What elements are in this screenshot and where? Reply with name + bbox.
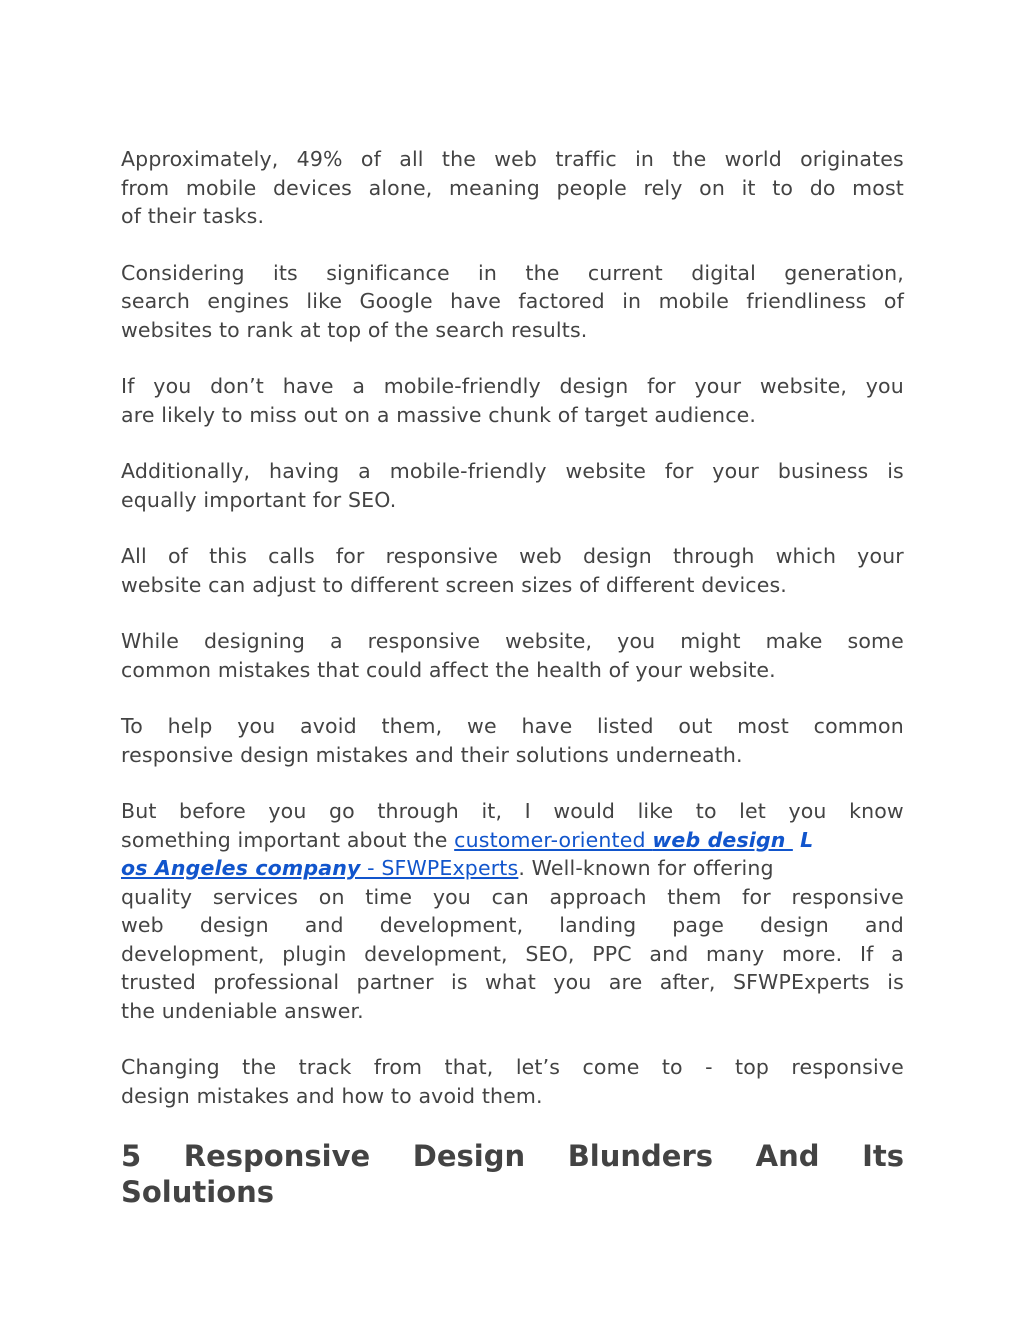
word: from: [121, 175, 170, 200]
word: If: [121, 374, 135, 398]
word: engines: [207, 289, 290, 313]
word: to: [772, 175, 794, 200]
text-run: something important about the: [121, 827, 455, 852]
word: 49%: [296, 147, 343, 171]
word: development,: [379, 913, 524, 937]
word: design: [559, 374, 629, 398]
word: come: [582, 1055, 640, 1079]
word: website: [565, 459, 646, 483]
word: Google: [359, 289, 433, 313]
word: might: [680, 629, 741, 653]
word: devices: [272, 175, 353, 200]
text-line: of their tasks.: [121, 204, 265, 228]
word: of: [360, 147, 381, 171]
word: its: [272, 260, 298, 285]
word: in: [622, 289, 642, 313]
text-run: . Well-known for offering: [518, 856, 774, 880]
word: can: [491, 884, 529, 909]
word: traffic: [555, 147, 617, 171]
text-line: [121, 457, 904, 486]
web-design-link[interactable]: web design: [652, 827, 793, 852]
word: through: [377, 799, 459, 823]
word: them: [667, 884, 722, 909]
word: after,: [659, 970, 716, 994]
word: world: [724, 147, 782, 171]
word: you: [617, 629, 656, 653]
text-line: equally important for SEO.: [121, 487, 397, 512]
word: landing: [559, 913, 637, 937]
word: significance: [326, 260, 450, 285]
word: approach: [549, 884, 647, 909]
paragraph-company: [121, 797, 904, 1025]
word: professional: [213, 970, 340, 994]
word: like: [637, 799, 674, 823]
word: partner: [356, 970, 434, 994]
word: I: [524, 799, 531, 823]
heading-line: [121, 1138, 904, 1174]
word: what: [485, 970, 536, 994]
word: it,: [481, 799, 503, 823]
text-line: website can adjust to different screen sizes of different devices.: [121, 572, 787, 597]
paragraph-mobile-traffic: [121, 145, 904, 231]
text-line: [121, 826, 904, 855]
word: and: [864, 913, 904, 937]
paragraph-seo: [121, 457, 904, 514]
word: we: [467, 714, 497, 738]
paragraph-avoid: [121, 712, 904, 769]
word: the: [441, 147, 476, 171]
word: responsive: [791, 1055, 904, 1079]
word: development,: [364, 941, 508, 966]
text-line: [121, 627, 904, 656]
word: -: [705, 1055, 713, 1079]
word: Considering: [121, 260, 245, 285]
word: Design: [412, 1139, 526, 1173]
word: for: [335, 544, 365, 568]
word: of: [883, 289, 904, 313]
text-line: [121, 911, 904, 940]
word: time: [365, 884, 413, 909]
word: Additionally,: [121, 459, 251, 483]
text-line: [121, 542, 904, 571]
word: a: [352, 374, 366, 398]
word: it: [741, 175, 756, 200]
word: To: [121, 714, 143, 738]
word: you: [865, 374, 904, 398]
word: mobile-friendly: [389, 459, 547, 483]
word: your: [694, 374, 742, 398]
word: go: [329, 799, 355, 823]
word: web: [121, 913, 164, 937]
word: for: [664, 459, 694, 483]
heading-line: Solutions: [121, 1175, 275, 1209]
word: let’s: [515, 1055, 561, 1079]
word: having: [269, 459, 340, 483]
word: through: [672, 544, 755, 568]
word: many: [706, 941, 765, 966]
word: you: [237, 714, 276, 738]
word: avoid: [300, 714, 357, 738]
word: rely: [643, 175, 683, 200]
word: some: [847, 629, 904, 653]
word: listed: [597, 714, 654, 738]
word: plugin: [282, 941, 347, 966]
word: PPC: [592, 941, 632, 966]
word: before: [179, 799, 246, 823]
text-line: [121, 968, 904, 997]
word: website,: [505, 629, 593, 653]
word: your: [712, 459, 759, 483]
word: If: [859, 941, 874, 966]
word: design: [760, 913, 829, 937]
text-line: websites to rank at top of the search results.: [121, 317, 588, 342]
word: which: [775, 544, 837, 568]
word: mobile-friendly: [383, 374, 541, 398]
word: meaning: [449, 175, 540, 200]
word: most: [852, 175, 904, 200]
word: search: [121, 289, 190, 313]
word: the: [672, 147, 707, 171]
word: friendliness: [746, 289, 867, 313]
los-angeles-link-start[interactable]: L: [792, 827, 814, 852]
word: trusted: [121, 970, 196, 994]
word: to: [695, 799, 717, 823]
text-line: design mistakes and how to avoid them.: [121, 1083, 543, 1108]
word: have: [521, 714, 573, 738]
word: SEO,: [525, 941, 575, 966]
word: you: [788, 799, 827, 823]
word: SFWPExperts: [732, 970, 870, 994]
word: have: [450, 289, 502, 313]
word: make: [765, 629, 823, 653]
word: you: [432, 884, 471, 909]
word: mobile: [658, 289, 730, 313]
word: a: [358, 459, 371, 483]
text-line: [121, 883, 904, 912]
word: current: [587, 260, 663, 285]
los-angeles-company-link[interactable]: os Angeles company: [121, 856, 361, 880]
paragraph-responsive: [121, 542, 904, 599]
word: responsive: [791, 884, 904, 909]
text-line: the undeniable answer.: [121, 998, 364, 1023]
paragraph-mistakes: [121, 627, 904, 684]
word: have: [282, 374, 334, 398]
word: on: [699, 175, 725, 200]
word: you: [153, 374, 192, 398]
word: out: [678, 714, 713, 738]
word: mobile: [185, 175, 257, 200]
word: While: [121, 629, 180, 653]
word: most: [737, 714, 789, 738]
word: in: [478, 260, 498, 285]
word: more.: [781, 941, 843, 966]
word: development,: [121, 941, 265, 966]
word: factored: [518, 289, 605, 313]
word: designing: [203, 629, 306, 653]
text-line: [121, 797, 904, 826]
word: is: [450, 970, 468, 994]
section-heading: [121, 1138, 904, 1210]
word: don’t: [210, 374, 264, 398]
word: quality: [121, 884, 193, 909]
paragraph-changing-track: [121, 1053, 904, 1110]
word: But: [121, 799, 157, 823]
word: like: [306, 289, 343, 313]
word: Approximately,: [121, 147, 279, 171]
text-line: common mistakes that could affect the health of your website.: [121, 657, 776, 682]
word: you: [268, 799, 307, 823]
word: design: [199, 913, 269, 937]
word: from: [373, 1055, 423, 1079]
word: help: [167, 714, 213, 738]
paragraph-mobile-friendly: [121, 372, 904, 429]
word: calls: [268, 544, 315, 568]
text-line: are likely to miss out on a massive chunk of target audience.: [121, 402, 757, 427]
word: know: [849, 799, 904, 823]
word: people: [556, 175, 627, 200]
document-page: [121, 145, 904, 1210]
word: originates: [800, 147, 904, 171]
text-line: [121, 145, 904, 174]
word: top: [735, 1055, 770, 1079]
word: responsive: [385, 544, 499, 568]
word: all: [399, 147, 424, 171]
word: 5: [121, 1139, 142, 1173]
word: generation,: [784, 260, 904, 285]
word: common: [813, 714, 904, 738]
word: services: [212, 884, 299, 909]
word: would: [553, 799, 616, 823]
word: web: [519, 544, 562, 568]
word: web: [494, 147, 538, 171]
customer-oriented-link[interactable]: customer-oriented: [454, 827, 653, 852]
word: a: [891, 941, 904, 966]
word: in: [635, 147, 655, 171]
word: for: [742, 884, 771, 909]
text-line: [121, 259, 904, 288]
text-line: [121, 712, 904, 741]
word: on: [318, 884, 345, 909]
text-line: [121, 854, 904, 883]
word: for: [647, 374, 676, 398]
word: the: [525, 260, 560, 285]
word: track: [298, 1055, 352, 1079]
word: Changing: [121, 1055, 220, 1079]
word: you: [553, 970, 592, 994]
word: is: [887, 970, 904, 994]
word: Its: [862, 1139, 904, 1173]
word: let: [739, 799, 766, 823]
word: business: [777, 459, 869, 483]
word: do: [809, 175, 836, 200]
word: and: [649, 941, 689, 966]
text-line: [121, 287, 904, 316]
word: this: [209, 544, 248, 568]
word: a: [330, 629, 343, 653]
word: Blunders: [567, 1139, 714, 1173]
word: And: [755, 1139, 820, 1173]
text-line: [121, 372, 904, 401]
word: them,: [381, 714, 443, 738]
word: that,: [444, 1055, 494, 1079]
word: are: [608, 970, 643, 994]
word: your: [857, 544, 904, 568]
word: All: [121, 544, 147, 568]
word: website,: [759, 374, 848, 398]
text-line: responsive design mistakes and their solutions underneath.: [121, 742, 743, 767]
word: alone,: [368, 175, 433, 200]
sfwpexperts-link[interactable]: - SFWPExperts: [360, 856, 519, 880]
word: and: [304, 913, 344, 937]
word: Responsive: [183, 1139, 371, 1173]
text-line: [121, 1053, 904, 1082]
word: responsive: [367, 629, 481, 653]
paragraph-significance: [121, 259, 904, 345]
word: is: [887, 459, 904, 483]
word: to: [661, 1055, 683, 1079]
word: the: [242, 1055, 277, 1079]
word: of: [167, 544, 188, 568]
text-line: [121, 174, 904, 203]
word: page: [672, 913, 725, 937]
word: design: [582, 544, 652, 568]
text-line: [121, 940, 904, 969]
word: digital: [691, 260, 756, 285]
